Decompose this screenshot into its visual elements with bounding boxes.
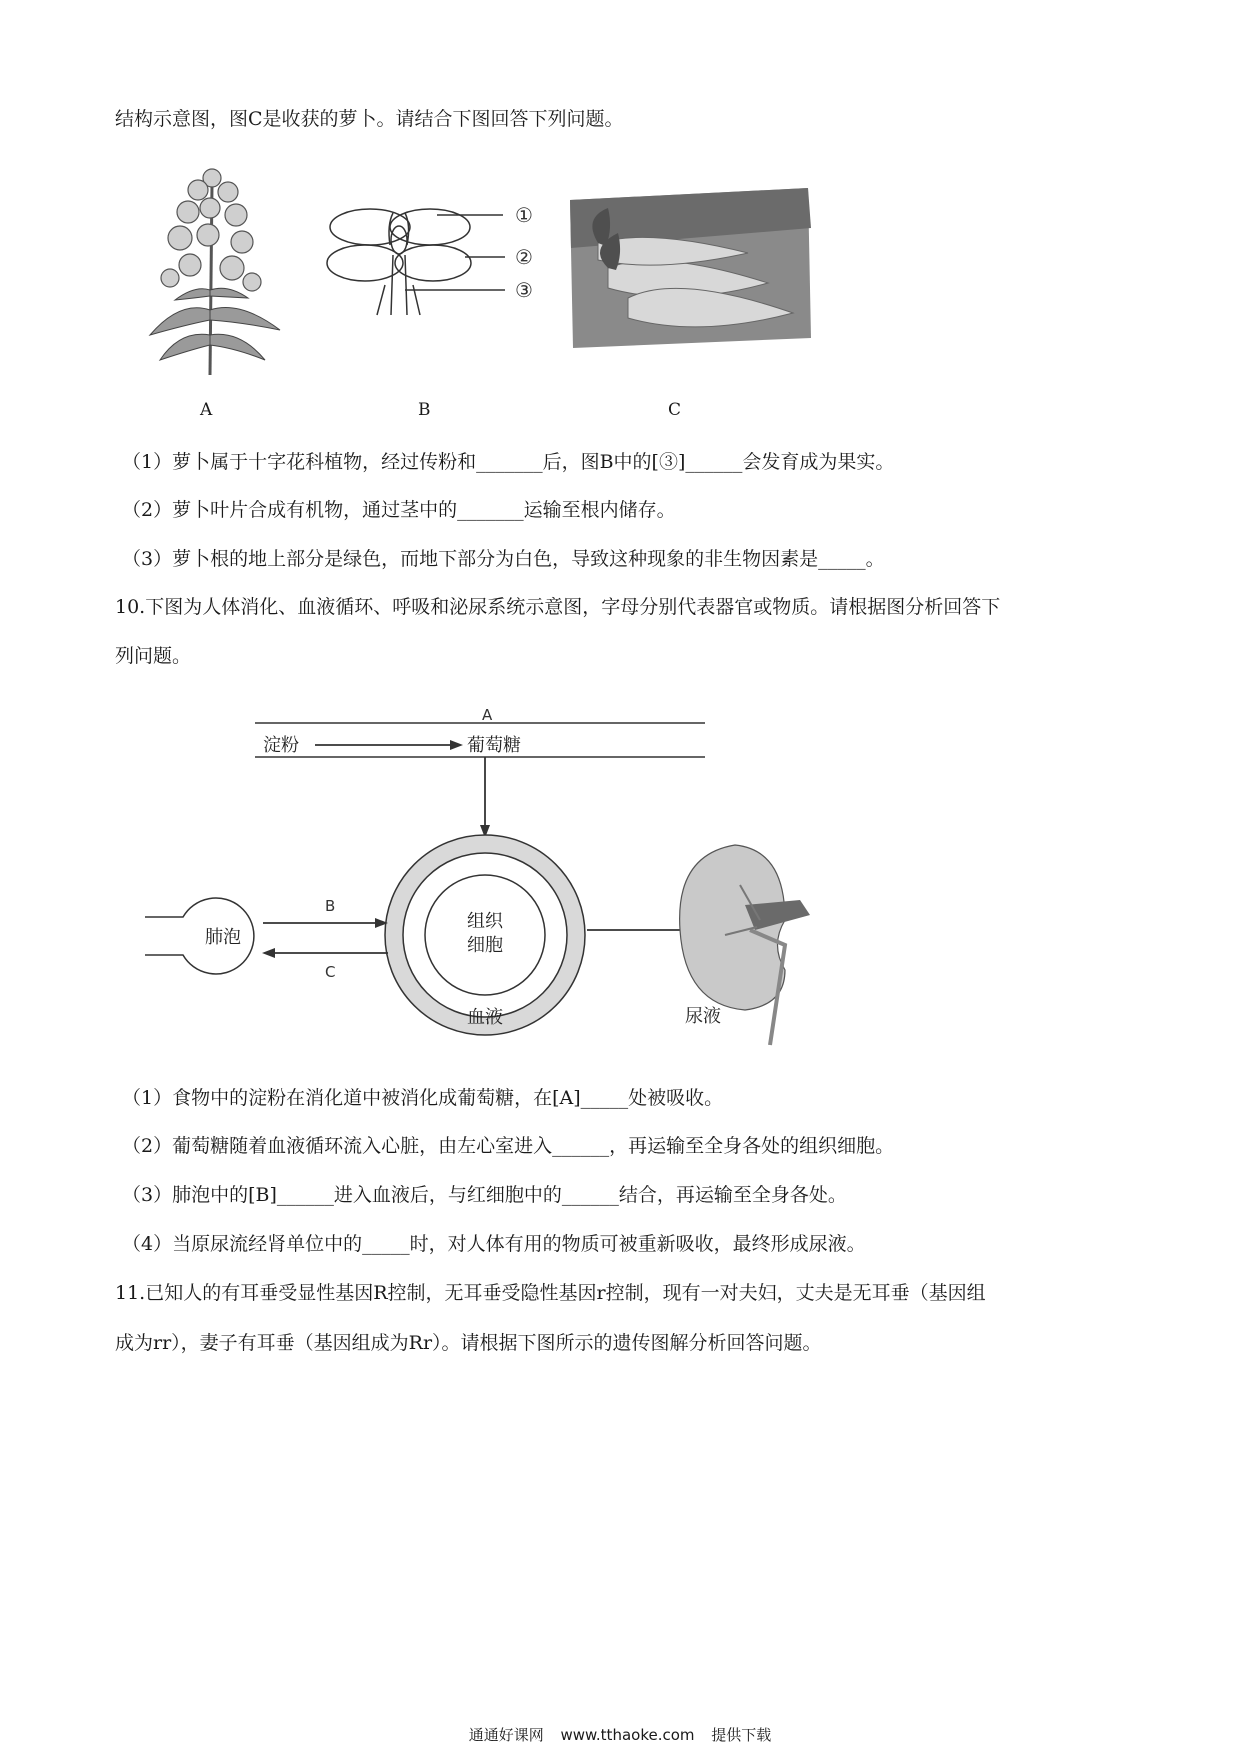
q10-item-2: （2）葡萄糖随着血液循环流入心脏，由左心室进入______，再运输至全身各处的组织细胞。 (122, 1135, 895, 1157)
q10-item-3: （3）肺泡中的[B]______进入血液后，与红细胞中的______结合，再运输至全身各处。 (122, 1184, 847, 1206)
q11-stem-line1: 11.已知人的有耳垂受显性基因R控制，无耳垂受隐性基因r控制，现有一对夫妇，丈夫是无耳垂（基因组 (115, 1282, 986, 1304)
q10-item-1: （1）食物中的淀粉在消化道中被消化成葡萄糖，在[A]_____处被吸收。 (122, 1087, 724, 1109)
glucose-label: 葡萄糖 (467, 735, 521, 756)
blood-label: 血液 (467, 1007, 503, 1028)
figure-b-flower-diagram (325, 205, 540, 335)
q10-item-4: （4）当原尿流经肾单位中的_____时，对人体有用的物质可被重新吸收，最终形成尿液。 (122, 1233, 866, 1255)
caption-b: B (418, 400, 431, 420)
intro-text: 结构示意图，图C是收获的萝卜。请结合下图回答下列问题。 (115, 108, 624, 130)
alveolus-label: 肺泡 (205, 927, 241, 948)
q10-stem-line1: 10.下图为人体消化、血液循环、呼吸和泌尿系统示意图，字母分别代表器官或物质。请根据图分析回答下 (115, 596, 1001, 618)
caption-c: C (668, 400, 682, 420)
caption-a: A (200, 400, 213, 420)
starch-label: 淀粉 (263, 735, 299, 756)
q11-stem-line2: 成为rr），妻子有耳垂（基因组成为Rr）。请根据下图所示的遗传图解分析回答问题。 (115, 1332, 822, 1354)
q9-item-3: （3）萝卜根的地上部分是绿色，而地下部分为白色，导致这种现象的非生物因素是_____。 (122, 548, 885, 570)
page-footer (0, 1724, 1240, 1745)
label-3: ③ (515, 278, 533, 302)
q10-stem-line2: 列问题。 (115, 645, 192, 667)
urine-label: 尿液 (685, 1006, 721, 1027)
figure-c-radish-photo (568, 188, 813, 348)
q9-item-2: （2）萝卜叶片合成有机物，通过茎中的_______运输至根内储存。 (122, 499, 676, 521)
label-c: C (325, 963, 336, 981)
label-a: A (482, 706, 493, 724)
tissue-label-1: 组织 (467, 911, 503, 932)
label-1: ① (515, 205, 533, 227)
figure-body-systems-diagram (145, 705, 835, 1050)
figure-a-radish-plant (140, 160, 290, 380)
footer-url[interactable]: www.tthaoke.com (560, 1726, 695, 1744)
footer-site: 通通好课网 (468, 1726, 544, 1744)
label-b: B (325, 897, 336, 915)
label-2: ② (515, 245, 533, 269)
tissue-label-2: 细胞 (467, 935, 503, 956)
q9-item-1: （1）萝卜属于十字花科植物，经过传粉和_______后，图B中的[③]______会发育成为果实。 (122, 451, 895, 473)
footer-note: 提供下载 (711, 1726, 772, 1744)
